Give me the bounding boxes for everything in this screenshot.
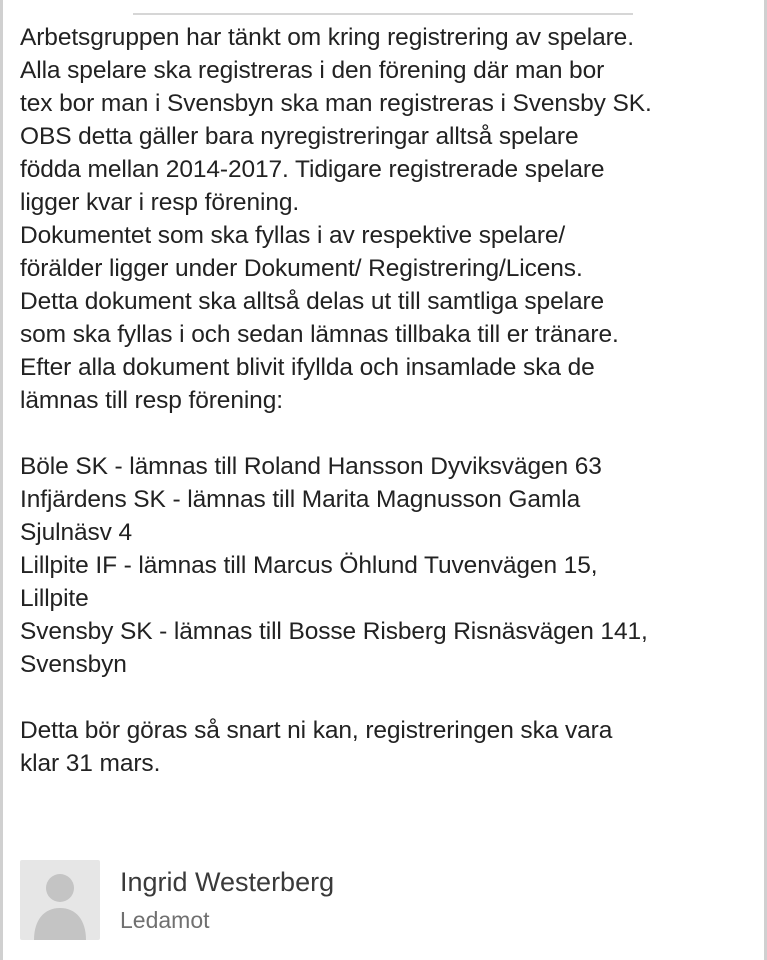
post-line: OBS detta gäller bara nyregistreringar alltså spelare — [20, 123, 579, 150]
post-paragraph-intro — [20, 21, 757, 417]
avatar[interactable] — [20, 860, 100, 940]
post-line: Alla spelare ska registreras i den förening där man bor — [20, 57, 605, 84]
post-line: Dokumentet som ska fyllas i av respektive spelare/ — [20, 222, 566, 249]
post-paragraph-clubs — [20, 450, 757, 681]
club-line: Sjulnäsv 4 — [20, 519, 133, 546]
post-line: Efter alla dokument blivit ifyllda och insamlade ska de — [20, 354, 595, 381]
author-name[interactable]: Ingrid Westerberg — [120, 867, 335, 897]
post-line: tex bor man i Svensbyn ska man registreras i Svensby SK. — [20, 90, 652, 117]
post-line: Detta bör göras så snart ni kan, registreringen ska vara — [20, 717, 613, 744]
post-line: Detta dokument ska alltså delas ut till samtliga spelare — [20, 288, 605, 315]
post-line: lämnas till resp förening: — [20, 387, 283, 414]
post-line: födda mellan 2014-2017. Tidigare registrerade spelare — [20, 156, 605, 183]
default-person-icon — [20, 860, 100, 940]
post-body — [20, 21, 757, 780]
author-role: Ledamot — [120, 907, 210, 933]
top-divider — [133, 13, 633, 15]
paragraph-gap — [20, 681, 757, 714]
post-line: Arbetsgruppen har tänkt om kring registrering av spelare. — [20, 24, 634, 51]
frame-left-border — [0, 0, 3, 960]
club-line: Svensbyn — [20, 651, 127, 678]
post-line: klar 31 mars. — [20, 750, 161, 777]
post-line: som ska fyllas i och sedan lämnas tillbaka till er tränare. — [20, 321, 619, 348]
club-line: Lillpite — [20, 585, 89, 612]
paragraph-gap — [20, 417, 757, 450]
club-line: Svensby SK - lämnas till Bosse Risberg Risnäsvägen 141, — [20, 618, 648, 645]
post-paragraph-deadline — [20, 714, 757, 780]
club-line: Böle SK - lämnas till Roland Hansson Dyviksvägen 63 — [20, 453, 602, 480]
club-line: Infjärdens SK - lämnas till Marita Magnusson Gamla — [20, 486, 581, 513]
post-line: förälder ligger under Dokument/ Registrering/Licens. — [20, 255, 583, 282]
post-line: ligger kvar i resp förening. — [20, 189, 300, 216]
club-line: Lillpite IF - lämnas till Marcus Öhlund Tuvenvägen 15, — [20, 552, 598, 579]
